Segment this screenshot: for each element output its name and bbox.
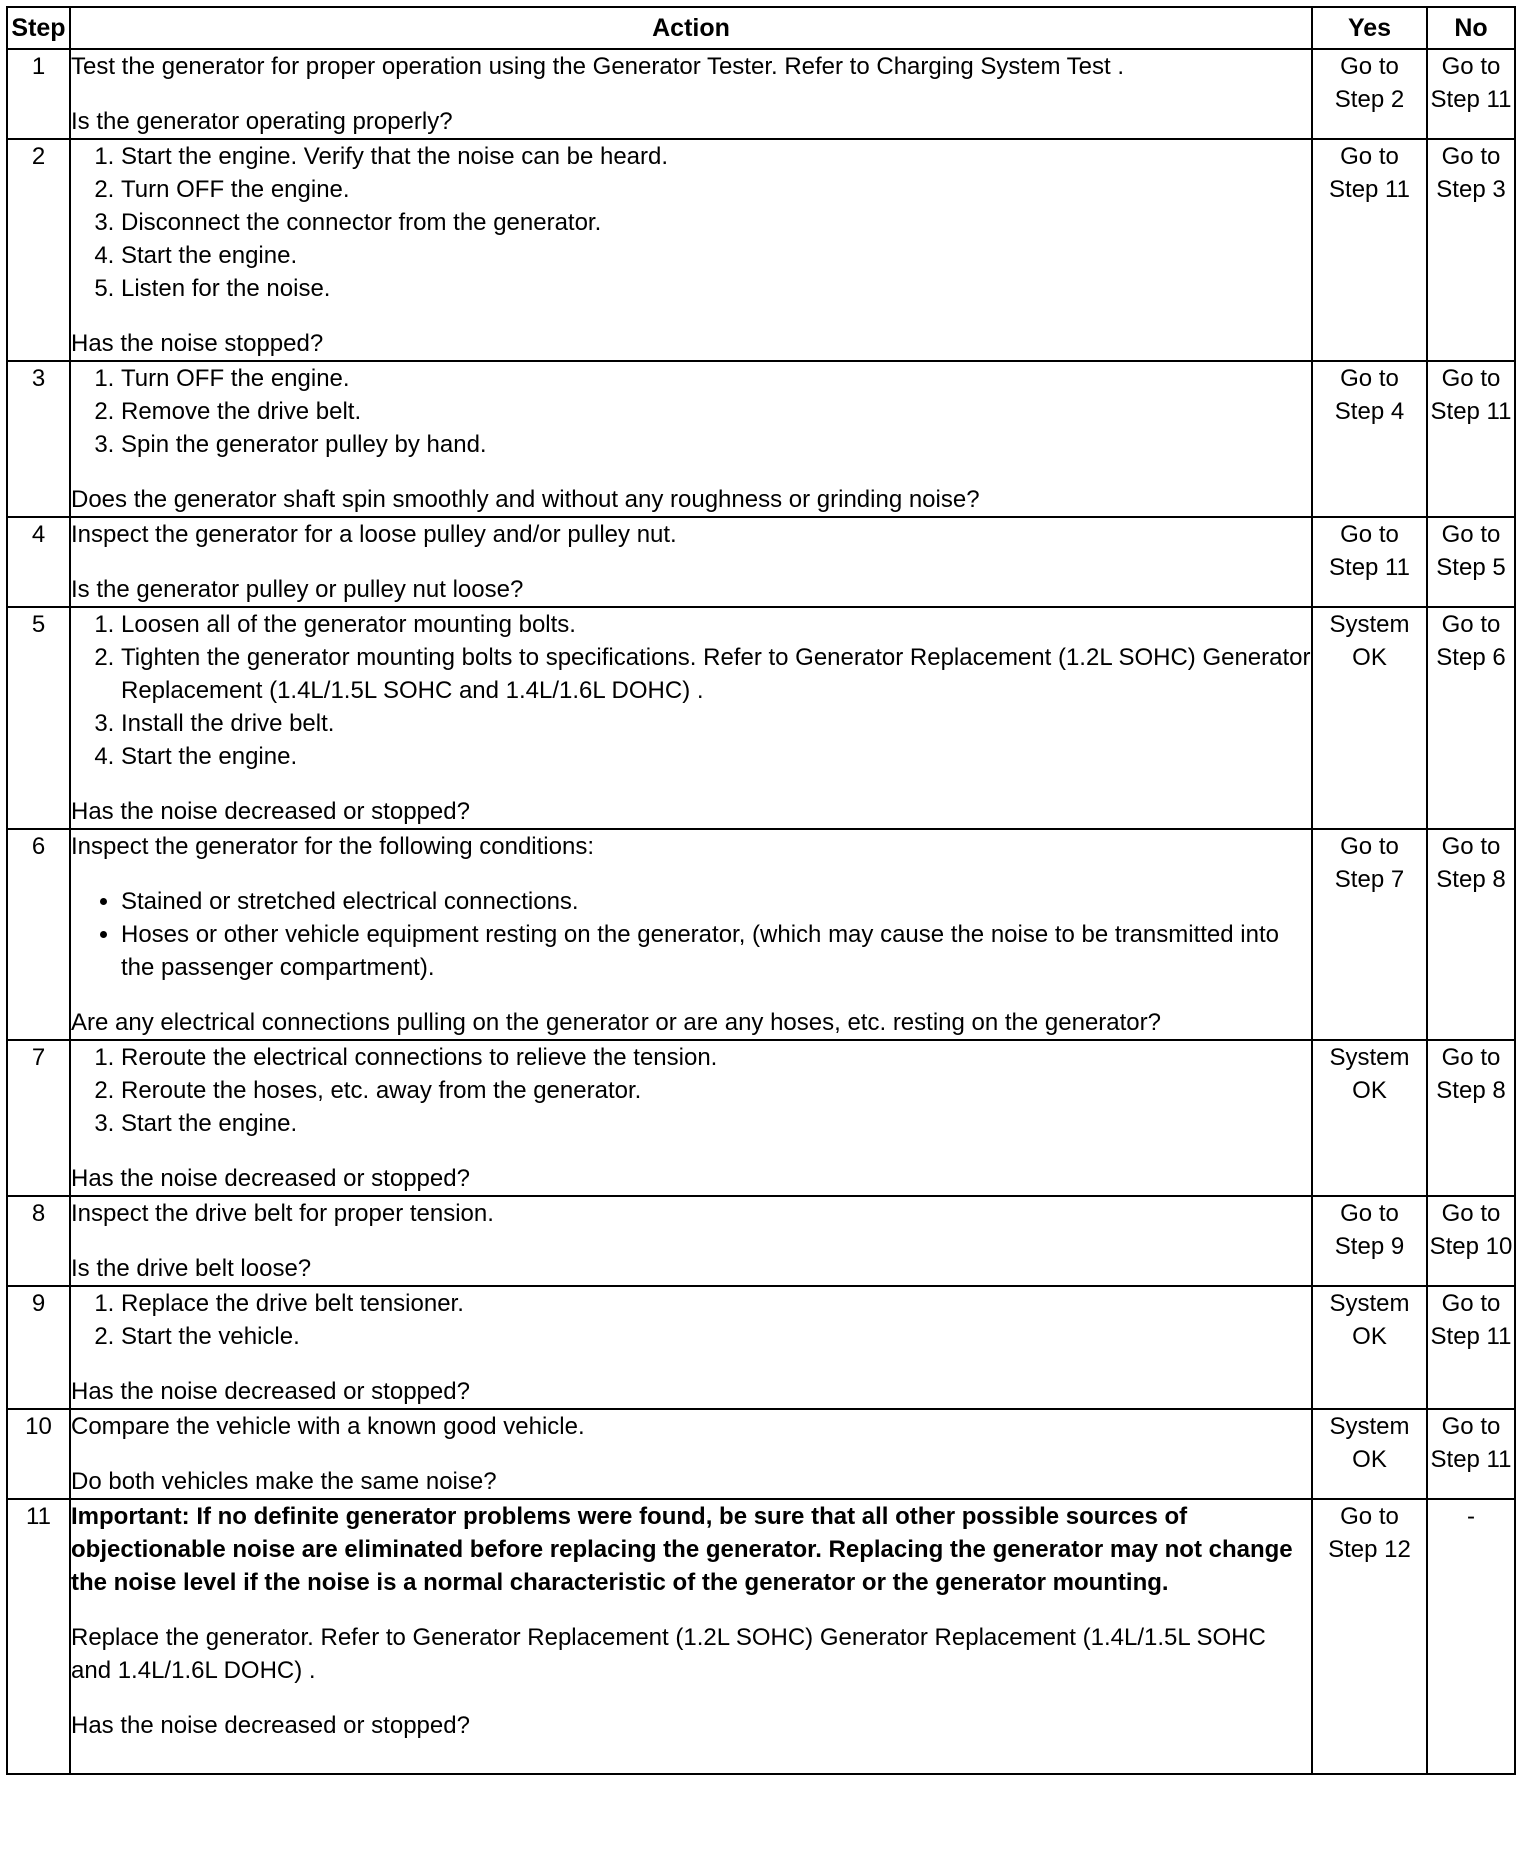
list-item: • Hoses or other vehicle equipment resting on the generator, (which may cause the noise to be transmitted into the passenger compartment). — [121, 918, 1311, 984]
table-row — [7, 517, 1515, 607]
step-action — [70, 1040, 1312, 1196]
action-question: Is the generator operating properly? — [71, 108, 453, 135]
no-cell — [1427, 1286, 1515, 1409]
step-action — [70, 139, 1312, 361]
header-no: No — [1427, 7, 1515, 49]
table-row — [7, 1286, 1515, 1409]
table-row — [7, 829, 1515, 1040]
step-number: 3 — [7, 361, 70, 517]
no-cell — [1427, 607, 1515, 829]
action-steps-list — [71, 1041, 1311, 1140]
action-text: Test the generator for proper operation using the Generator Tester. Refer to Charging System Test . — [71, 53, 1125, 80]
list-item: 1. Replace the drive belt tensioner. — [121, 1287, 1311, 1320]
table-row — [7, 1196, 1515, 1286]
yes-result: Go to Step 11 — [1329, 143, 1410, 203]
action-question: Has the noise decreased or stopped? — [71, 1378, 470, 1405]
action-question: Does the generator shaft spin smoothly and without any roughness or grinding noise? — [71, 486, 980, 513]
yes-result: Go to Step 12 — [1328, 1503, 1411, 1563]
step-action — [70, 517, 1312, 607]
step-number: 6 — [7, 829, 70, 1040]
table-row — [7, 49, 1515, 139]
action-steps-list — [71, 362, 1311, 461]
no-cell — [1427, 1040, 1515, 1196]
no-result: Go to Step 8 — [1436, 1044, 1506, 1104]
action-steps-list — [71, 1287, 1311, 1353]
yes-cell — [1312, 1409, 1427, 1499]
list-item: 3. Disconnect the connector from the generator. — [121, 206, 1311, 239]
step-number: 10 — [7, 1409, 70, 1499]
yes-cell — [1312, 517, 1427, 607]
step-number: 5 — [7, 607, 70, 829]
list-item: 3. Install the drive belt. — [121, 707, 1311, 740]
step-number: 1 — [7, 49, 70, 139]
action-question: Is the generator pulley or pulley nut loose? — [71, 576, 524, 603]
yes-result: System OK — [1329, 1290, 1410, 1350]
no-result: Go to Step 5 — [1436, 521, 1506, 581]
list-item: 2. Remove the drive belt. — [121, 395, 1311, 428]
list-item: 1. Turn OFF the engine. — [121, 362, 1311, 395]
no-result: Go to Step 11 — [1430, 365, 1512, 425]
yes-result: Go to Step 2 — [1334, 53, 1405, 113]
no-result: Go to Step 6 — [1436, 611, 1506, 671]
list-item: 1. Reroute the electrical connections to relieve the tension. — [121, 1041, 1311, 1074]
no-cell — [1427, 139, 1515, 361]
no-cell — [1427, 361, 1515, 517]
action-question: Do both vehicles make the same noise? — [71, 1468, 497, 1495]
action-text: Inspect the generator for the following conditions: — [71, 833, 594, 860]
list-item: 1. Loosen all of the generator mounting bolts. — [121, 608, 1311, 641]
header-step: Step — [7, 7, 70, 49]
step-number: 4 — [7, 517, 70, 607]
yes-cell — [1312, 139, 1427, 361]
table-row — [7, 607, 1515, 829]
no-result: Go to Step 11 — [1430, 53, 1512, 113]
list-item: 2. Reroute the hoses, etc. away from the generator. — [121, 1074, 1311, 1107]
action-steps-list — [71, 140, 1311, 305]
no-cell — [1427, 829, 1515, 1040]
table-row — [7, 1409, 1515, 1499]
yes-cell — [1312, 49, 1427, 139]
step-number: 8 — [7, 1196, 70, 1286]
yes-cell — [1312, 1196, 1427, 1286]
list-item: 2. Start the vehicle. — [121, 1320, 1311, 1353]
list-item: 4. Start the engine. — [121, 239, 1311, 272]
no-result: Go to Step 11 — [1430, 1290, 1512, 1350]
action-question: Has the noise stopped? — [71, 330, 324, 357]
no-result: - — [1467, 1503, 1475, 1530]
action-question: Has the noise decreased or stopped? — [71, 1165, 470, 1192]
step-action — [70, 607, 1312, 829]
step-number: 7 — [7, 1040, 70, 1196]
no-cell — [1427, 1409, 1515, 1499]
yes-result: Go to Step 11 — [1329, 521, 1410, 581]
important-note: Important: If no definite generator problems were found, be sure that all other possible sources of objectionable noise are eliminated before replacing the generator. Replacing the generator may not change the noise level if the noise is a normal characteristic of the generator or the generator mounting. — [71, 1503, 1293, 1596]
list-item: • Stained or stretched electrical connections. — [121, 885, 1311, 918]
step-number: 11 — [7, 1499, 70, 1774]
step-action — [70, 1196, 1312, 1286]
step-number: 2 — [7, 139, 70, 361]
action-question: Are any electrical connections pulling on the generator or are any hoses, etc. resting on the generator? — [71, 1009, 1161, 1036]
step-action — [70, 49, 1312, 139]
table-row — [7, 1499, 1515, 1774]
action-question: Has the noise decreased or stopped? — [71, 1712, 470, 1739]
list-item: 3. Spin the generator pulley by hand. — [121, 428, 1311, 461]
step-action — [70, 1286, 1312, 1409]
header-action: Action — [70, 7, 1312, 49]
action-bullet-list — [71, 885, 1311, 984]
yes-result: System OK — [1329, 611, 1410, 671]
step-action — [70, 1409, 1312, 1499]
no-result: Go to Step 8 — [1436, 833, 1506, 893]
step-action — [70, 361, 1312, 517]
yes-cell — [1312, 829, 1427, 1040]
yes-cell — [1312, 1499, 1427, 1774]
action-question: Has the noise decreased or stopped? — [71, 798, 470, 825]
list-item: 1. Start the engine. Verify that the noise can be heard. — [121, 140, 1311, 173]
step-action — [70, 829, 1312, 1040]
action-text: Replace the generator. Refer to Generator Replacement (1.2L SOHC) Generator Replacement (1.4L/1.5L SOHC and 1.4L/1.6L DOHC) . — [71, 1624, 1266, 1684]
yes-result: Go to Step 7 — [1334, 833, 1405, 893]
yes-result: System OK — [1329, 1044, 1410, 1104]
yes-cell — [1312, 607, 1427, 829]
yes-cell — [1312, 1286, 1427, 1409]
header-row — [7, 7, 1515, 49]
diagnostic-table — [6, 6, 1516, 1775]
action-text: Inspect the drive belt for proper tension. — [71, 1200, 494, 1227]
table-row — [7, 139, 1515, 361]
header-yes: Yes — [1312, 7, 1427, 49]
step-number: 9 — [7, 1286, 70, 1409]
no-cell — [1427, 1499, 1515, 1774]
action-text: Inspect the generator for a loose pulley and/or pulley nut. — [71, 521, 677, 548]
list-item: 3. Start the engine. — [121, 1107, 1311, 1140]
no-result: Go to Step 10 — [1429, 1200, 1513, 1260]
step-action — [70, 1499, 1312, 1774]
no-cell — [1427, 1196, 1515, 1286]
no-cell — [1427, 49, 1515, 139]
table-row — [7, 361, 1515, 517]
list-item: 5. Listen for the noise. — [121, 272, 1311, 305]
list-item: 2. Turn OFF the engine. — [121, 173, 1311, 206]
yes-result: Go to Step 4 — [1334, 365, 1405, 425]
yes-cell — [1312, 1040, 1427, 1196]
action-text: Compare the vehicle with a known good vehicle. — [71, 1413, 585, 1440]
action-question: Is the drive belt loose? — [71, 1255, 312, 1282]
yes-result: Go to Step 9 — [1334, 1200, 1405, 1260]
no-result: Go to Step 11 — [1430, 1413, 1512, 1473]
yes-cell — [1312, 361, 1427, 517]
no-cell — [1427, 517, 1515, 607]
list-item: 2. Tighten the generator mounting bolts to specifications. Refer to Generator Replacement (1.2L SOHC) Generator Replacement (1.4L/1.5L SOHC and 1.4L/1.6L DOHC) . — [121, 641, 1311, 707]
action-steps-list — [71, 608, 1311, 773]
table-row — [7, 1040, 1515, 1196]
list-item: 4. Start the engine. — [121, 740, 1311, 773]
yes-result: System OK — [1329, 1413, 1410, 1473]
no-result: Go to Step 3 — [1436, 143, 1506, 203]
